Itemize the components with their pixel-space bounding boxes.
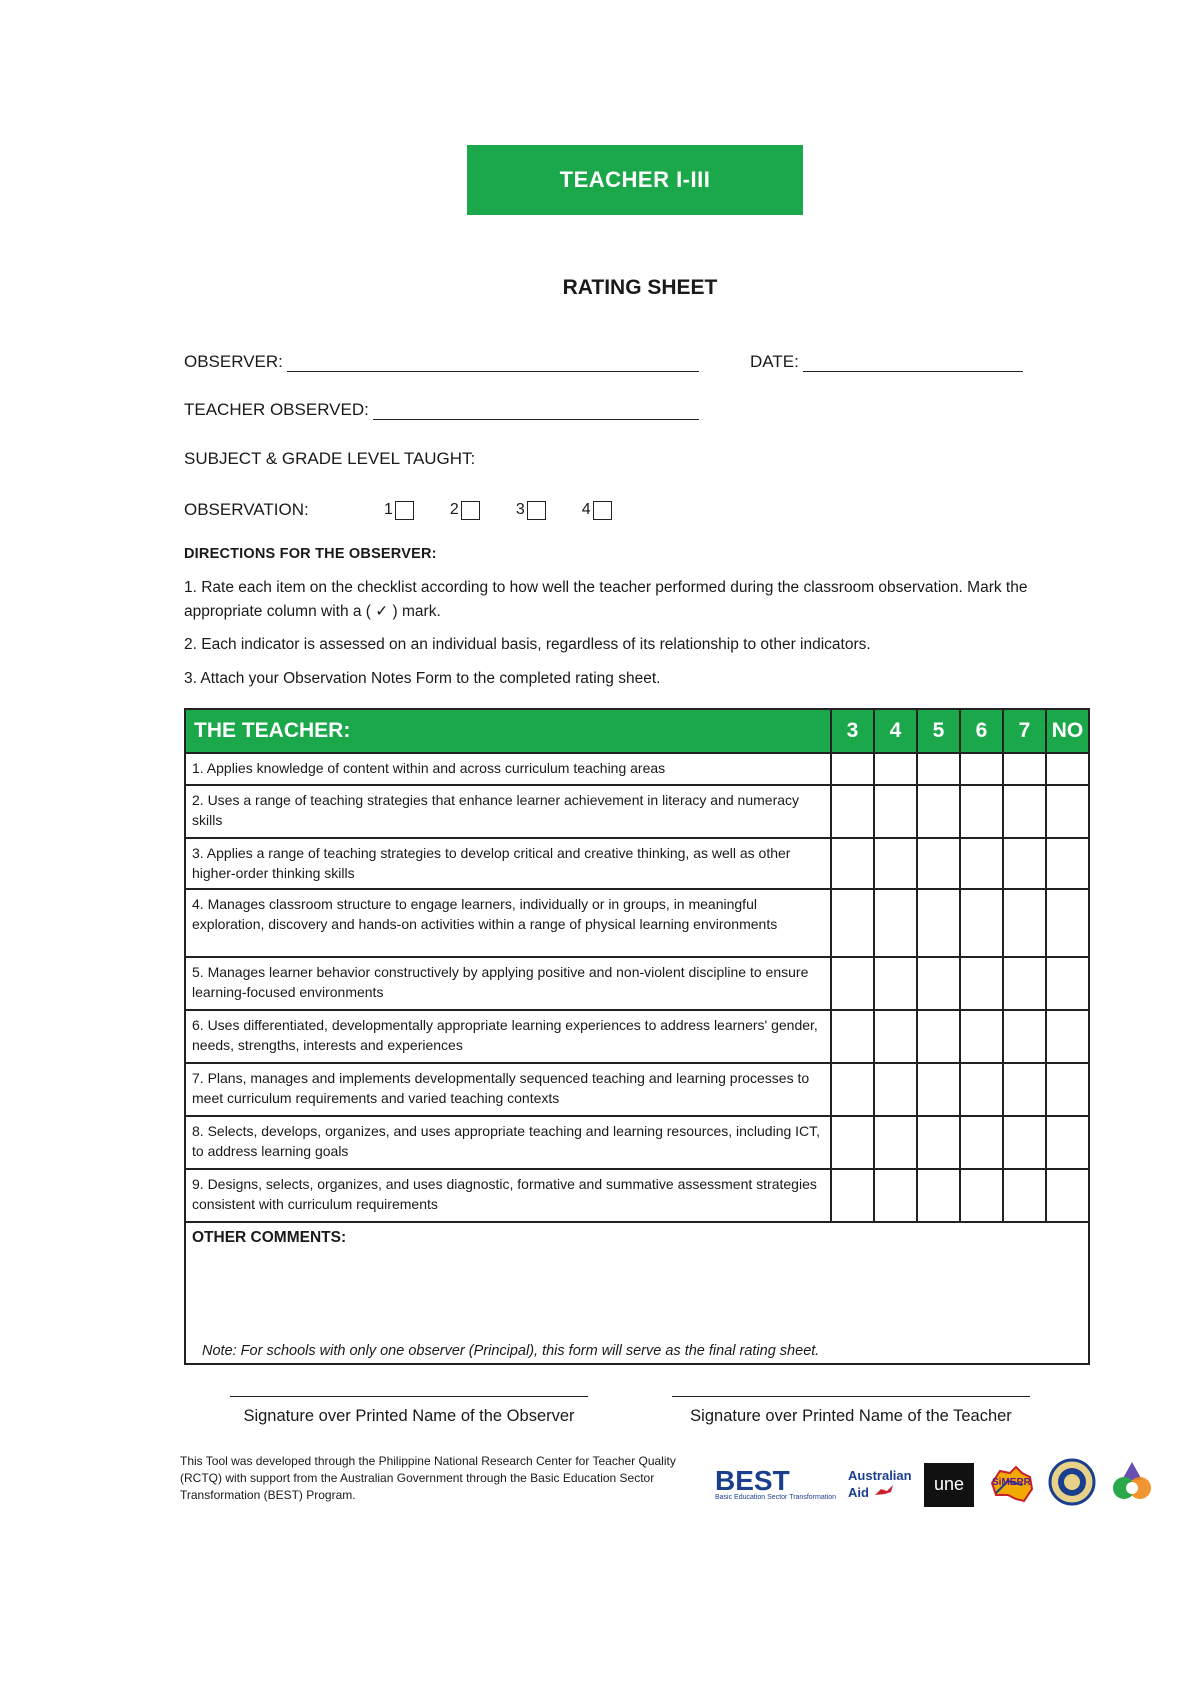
rating-cell[interactable] bbox=[917, 889, 960, 957]
indicator-text: 1. Applies knowledge of content within and across curriculum teaching areas bbox=[185, 753, 831, 785]
table-row bbox=[185, 1116, 1089, 1169]
rating-cell[interactable] bbox=[960, 957, 1003, 1010]
subject-grade-field[interactable] bbox=[184, 449, 475, 469]
rating-cell[interactable] bbox=[874, 753, 917, 785]
table-row bbox=[185, 1010, 1089, 1063]
date-line[interactable] bbox=[803, 353, 1023, 372]
rating-cell[interactable] bbox=[831, 1010, 874, 1063]
date-label: DATE: bbox=[750, 352, 799, 371]
rating-cell[interactable] bbox=[1003, 957, 1046, 1010]
indicator-text: 6. Uses differentiated, developmentally appropriate learning experiences to address learners' gender, needs, strengths, interests and experiences bbox=[185, 1010, 831, 1063]
header-col-3: 3 bbox=[831, 709, 874, 753]
rating-cell[interactable] bbox=[1003, 753, 1046, 785]
rating-cell[interactable] bbox=[917, 838, 960, 889]
rating-cell[interactable] bbox=[831, 753, 874, 785]
rating-cell[interactable] bbox=[831, 785, 874, 838]
indicator-text: 8. Selects, develops, organizes, and uses appropriate teaching and learning resources, including ICT, to address learning goals bbox=[185, 1116, 831, 1169]
observation-row bbox=[184, 500, 612, 520]
rating-cell[interactable] bbox=[1046, 889, 1089, 957]
signature-observer[interactable]: Signature over Printed Name of the Observer bbox=[230, 1396, 588, 1426]
rating-cell[interactable] bbox=[1046, 1116, 1089, 1169]
kangaroo-icon bbox=[873, 1483, 895, 1497]
comments-label: OTHER COMMENTS: bbox=[192, 1229, 347, 1246]
direction-item: 3. Attach your Observation Notes Form to the completed rating sheet. bbox=[184, 670, 661, 687]
observation-option-2[interactable]: 2 bbox=[450, 501, 480, 520]
rating-cell[interactable] bbox=[831, 838, 874, 889]
seal-icon bbox=[1048, 1458, 1096, 1506]
rating-cell[interactable] bbox=[1046, 1169, 1089, 1222]
header-col-7: 7 bbox=[1003, 709, 1046, 753]
observer-label: OBSERVER: bbox=[184, 352, 283, 371]
rating-cell[interactable] bbox=[917, 1169, 960, 1222]
observer-field[interactable] bbox=[184, 352, 699, 372]
footer-credit: This Tool was developed through the Philippine National Research Center for Teacher Quality (RCTQ) with support from the Australian Government through the Basic Education Sector Transformation (BEST) Program. bbox=[180, 1454, 676, 1502]
rating-cell[interactable] bbox=[874, 889, 917, 957]
rating-cell[interactable] bbox=[960, 889, 1003, 957]
indicator-text: 9. Designs, selects, organizes, and uses diagnostic, formative and summative assessment strategies consistent with curriculum requirements bbox=[185, 1169, 831, 1222]
rating-cell[interactable] bbox=[831, 1169, 874, 1222]
title-banner: TEACHER I-III bbox=[467, 145, 803, 215]
rating-table bbox=[184, 708, 1090, 1365]
rating-cell[interactable] bbox=[1046, 957, 1089, 1010]
rating-cell[interactable] bbox=[1003, 1169, 1046, 1222]
header-the-teacher: THE TEACHER: bbox=[185, 709, 831, 753]
rating-cell[interactable] bbox=[1003, 785, 1046, 838]
rctq-icon bbox=[1108, 1458, 1156, 1506]
header-col-4: 4 bbox=[874, 709, 917, 753]
rating-cell[interactable] bbox=[831, 957, 874, 1010]
rating-cell[interactable] bbox=[960, 753, 1003, 785]
rating-cell[interactable] bbox=[831, 1063, 874, 1116]
rating-cell[interactable] bbox=[917, 1063, 960, 1116]
table-row bbox=[185, 1063, 1089, 1116]
rating-cell[interactable] bbox=[831, 1116, 874, 1169]
table-header-row bbox=[185, 709, 1089, 753]
australian-aid-logo: Australian Aid bbox=[848, 1468, 912, 1500]
rating-cell[interactable] bbox=[1046, 1063, 1089, 1116]
table-row bbox=[185, 1169, 1089, 1222]
comments-box[interactable] bbox=[185, 1222, 1089, 1364]
rating-cell[interactable] bbox=[917, 785, 960, 838]
rating-cell[interactable] bbox=[960, 1063, 1003, 1116]
rating-cell[interactable] bbox=[1046, 785, 1089, 838]
indicator-text: 3. Applies a range of teaching strategies to develop critical and creative thinking, as well as other higher-order thinking skills bbox=[185, 838, 831, 889]
checkbox[interactable] bbox=[593, 501, 612, 520]
subject-grade-label: SUBJECT & GRADE LEVEL TAUGHT: bbox=[184, 449, 476, 468]
direction-item: 1. Rate each item on the checklist according to how well the teacher performed during the classroom observation. Mark the appropriate column with a ( ✓ ) mark. bbox=[184, 579, 1028, 620]
rating-cell[interactable] bbox=[874, 1063, 917, 1116]
indicator-text: 5. Manages learner behavior constructively by applying positive and non-violent discipline to ensure learning-focused environments bbox=[185, 957, 831, 1010]
rating-cell[interactable] bbox=[1046, 1010, 1089, 1063]
logo-strip bbox=[715, 1458, 1156, 1511]
table-row bbox=[185, 957, 1089, 1010]
rating-cell[interactable] bbox=[1003, 1116, 1046, 1169]
rating-cell[interactable] bbox=[960, 785, 1003, 838]
observation-option-4[interactable]: 4 bbox=[582, 501, 612, 520]
rating-cell[interactable] bbox=[874, 785, 917, 838]
observation-label: OBSERVATION: bbox=[184, 500, 309, 519]
rating-cell[interactable] bbox=[1046, 838, 1089, 889]
rating-cell[interactable] bbox=[960, 838, 1003, 889]
rating-cell[interactable] bbox=[874, 1010, 917, 1063]
indicator-text: 7. Plans, manages and implements developmentally sequenced teaching and learning processes to meet curriculum requirements and varied teaching contexts bbox=[185, 1063, 831, 1116]
table-row bbox=[185, 889, 1089, 957]
best-logo: BEST Basic Education Sector Transformation bbox=[715, 1464, 837, 1501]
une-logo: une bbox=[924, 1463, 974, 1507]
comments-row bbox=[185, 1222, 1089, 1364]
rating-cell[interactable] bbox=[874, 838, 917, 889]
rating-cell[interactable] bbox=[917, 1010, 960, 1063]
rating-cell[interactable] bbox=[1003, 1063, 1046, 1116]
rating-cell[interactable] bbox=[960, 1010, 1003, 1063]
seal-logo bbox=[1048, 1458, 1096, 1511]
rating-cell[interactable] bbox=[1003, 1010, 1046, 1063]
rating-cell[interactable] bbox=[874, 1169, 917, 1222]
rctq-logo bbox=[1108, 1458, 1156, 1511]
simerr-logo: SiMERR bbox=[986, 1463, 1036, 1507]
header-col-5: 5 bbox=[917, 709, 960, 753]
observation-option-1[interactable]: 1 bbox=[384, 501, 414, 520]
teacher-observed-label: TEACHER OBSERVED: bbox=[184, 400, 369, 419]
rating-cell[interactable] bbox=[874, 1116, 917, 1169]
signature-teacher[interactable]: Signature over Printed Name of the Teacher bbox=[672, 1396, 1030, 1426]
direction-item: 2. Each indicator is assessed on an individual basis, regardless of its relationship to other indicators. bbox=[184, 636, 871, 653]
date-field[interactable] bbox=[750, 352, 1023, 372]
rating-cell[interactable] bbox=[917, 753, 960, 785]
checkbox[interactable] bbox=[395, 501, 414, 520]
teacher-observed-line[interactable] bbox=[373, 401, 699, 420]
header-col-6: 6 bbox=[960, 709, 1003, 753]
table-row bbox=[185, 753, 1089, 785]
rating-cell[interactable] bbox=[960, 1169, 1003, 1222]
checkbox[interactable] bbox=[527, 501, 546, 520]
observer-line[interactable] bbox=[287, 353, 699, 372]
rating-cell[interactable] bbox=[917, 1116, 960, 1169]
rating-cell[interactable] bbox=[1003, 889, 1046, 957]
table-row bbox=[185, 838, 1089, 889]
checkbox[interactable] bbox=[461, 501, 480, 520]
indicator-text: 4. Manages classroom structure to engage learners, individually or in groups, in meaningful exploration, discovery and hands-on activities within a range of physical learning environments bbox=[185, 889, 831, 957]
rating-cell[interactable] bbox=[1003, 838, 1046, 889]
header-col-no: NO bbox=[1046, 709, 1089, 753]
observation-option-3[interactable]: 3 bbox=[516, 501, 546, 520]
rating-cell[interactable] bbox=[1046, 753, 1089, 785]
table-row bbox=[185, 785, 1089, 838]
teacher-observed-field[interactable] bbox=[184, 400, 699, 420]
rating-cell[interactable] bbox=[917, 957, 960, 1010]
note-text: Note: For schools with only one observer (Principal), this form will serve as the final rating sheet. bbox=[202, 1343, 820, 1359]
rating-cell[interactable] bbox=[874, 957, 917, 1010]
page-title: RATING SHEET bbox=[562, 276, 718, 299]
directions-heading: DIRECTIONS FOR THE OBSERVER: bbox=[184, 546, 437, 562]
rating-cell[interactable] bbox=[831, 889, 874, 957]
indicator-text: 2. Uses a range of teaching strategies that enhance learner achievement in literacy and numeracy skills bbox=[185, 785, 831, 838]
rating-cell[interactable] bbox=[960, 1116, 1003, 1169]
